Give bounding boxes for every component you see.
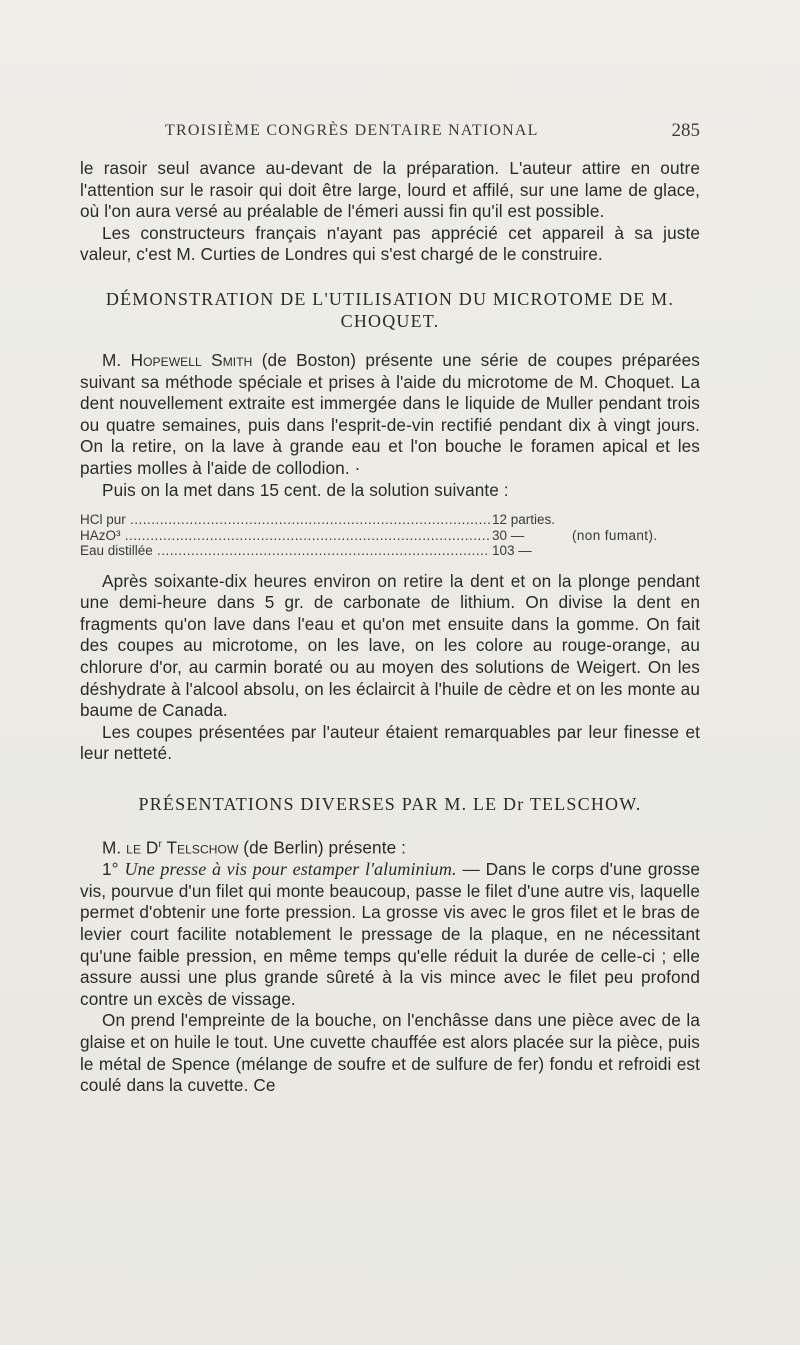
running-head: [80, 120, 700, 148]
intro-rest: (de Berlin) présente :: [238, 837, 406, 858]
formula-table: [80, 512, 700, 559]
formula-ingredient: HCl pur: [80, 512, 126, 528]
paragraph-coupes: Les coupes présentées par l'auteur étaient remarquables par leur finesse et leur netteté.: [80, 721, 700, 764]
page-number: 285: [671, 120, 700, 141]
formula-ingredient: Eau distillée: [80, 543, 153, 559]
title-superscript: r: [158, 838, 162, 850]
formula-quantity: 103 —: [492, 543, 532, 559]
formula-quantity: 12 parties.: [492, 512, 556, 528]
item-body: — Dans le corps d'une grosse vis, pourvue d'un filet qui monte beaucoup, passe le filet d'une autre vis, laquelle permet d'obtenir une forte pression. La grosse vis avec le gros filet et le bras de levier court facilite notablement le pressage de la plaque, en ne nécessitant qu'une faible pression, en même temps qu'elle réduit la durée de celle-ci ; elle assure aussi une plus grande sûreté à la vis mince avec le filet peu profond contre un excès de vissage.: [80, 859, 701, 1009]
formula-quantity: 30 —: [492, 527, 525, 543]
paragraph-rasoir: le rasoir seul avance au-devant de la préparation. L'auteur attire en outre l'attention sur le rasoir qui doit être large, lourd et affilé, sur une lame de glace, où l'on aura versé au préalable de l'émeri aussi fin qu'il est possible.: [80, 158, 700, 222]
author-name: Telschow: [161, 837, 239, 858]
paragraph-hopewell-smith: [80, 350, 700, 480]
item-title: Une presse à vis pour estamper l'aluminium.: [124, 859, 457, 880]
title-prefix: M. le D: [102, 837, 159, 858]
formula-note: (non fumant).: [572, 527, 658, 543]
body-text: [80, 158, 700, 1097]
paragraph-procedure: Après soixante-dix heures environ on retire la dent et on la plonge pendant une demi-heure dans 5 gr. de carbonate de lithium. On divise la dent en fragments qu'on lave dans l'eau et qu'on met ensuite dans la gomme. On fait des coupes au microtome, on les lave, on les colore au rouge-orange, au chlorure d'or, au carmin boraté ou au moyen des solutions de Weigert. On les déshydrate à l'alcool absolu, on les éclaircit à l'huile de cèdre et on les monte au baume de Canada.: [80, 570, 700, 721]
formula-row: [80, 528, 700, 544]
formula-row: [80, 512, 700, 528]
running-title: TROISIÈME CONGRÈS DENTAIRE NATIONAL: [165, 122, 539, 139]
author-name: M. Hopewell Smith: [102, 349, 253, 370]
paragraph-telschow-intro: [80, 834, 700, 859]
paragraph-solution: Puis on la met dans 15 cent. de la solution suivante :: [102, 479, 509, 500]
paragraph-presse: [80, 859, 700, 1010]
paragraph-constructeurs: Les constructeurs français n'ayant pas apprécié cet appareil à sa juste valeur, c'est M. Curties de Londres qui s'est chargé de le construire.: [80, 222, 700, 265]
section-heading-telschow: PRÉSENTATIONS DIVERSES PAR M. LE Dr TELSCHOW.: [138, 793, 642, 814]
paragraph-empreinte: On prend l'empreinte de la bouche, on l'enchâsse dans une pièce avec de la glaise et on huile le tout. Une cuvette chauffée est alors placée sur la pièce, puis le métal de Spence (mélange de soufre et de sulfure de fer) fondu et refroidi est coulé dans la cuvette. Ce: [80, 1010, 700, 1096]
section-heading-microtome: DÉMONSTRATION DE L'UTILISATION DU MICROTOME DE M. CHOQUET.: [105, 288, 675, 331]
formula-ingredient: HAzO³: [80, 527, 121, 543]
formula-row: [80, 543, 700, 559]
item-number: 1°: [102, 859, 125, 880]
paragraph-hopewell-body: (de Boston) présente une série de coupes préparées suivant sa méthode spéciale et prises à l'aide du microtome de M. Choquet. La dent nouvellement extraite est immergée dans le liquide de Muller pendant trois ou quatre semaines, puis dans l'esprit-de-vin rectifié pendant dix à vingt jours. On la retire, on la lave à grande eau et l'on bouche le foramen apical et les parties molles à l'aide de collodion. ·: [80, 349, 700, 478]
